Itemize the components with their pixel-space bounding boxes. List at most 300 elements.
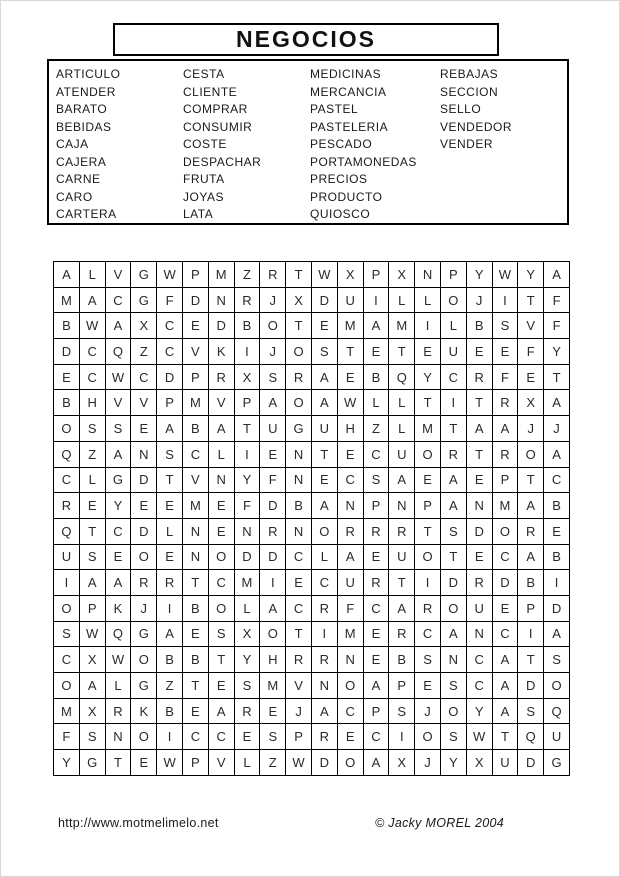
grid-cell: S [260,724,286,750]
grid-cell: E [131,416,157,442]
grid-cell: I [54,570,80,596]
grid-cell: Y [106,493,132,519]
word-item: PASTEL [310,102,359,116]
word-item: REBAJAS [440,67,499,81]
grid-cell: N [286,519,312,545]
grid-cell: M [493,493,519,519]
grid-cell: S [235,673,261,699]
grid-cell: I [364,288,390,314]
grid-cell: X [80,647,106,673]
grid-cell: H [338,416,364,442]
grid-cell: R [467,365,493,391]
grid-cell: F [235,493,261,519]
grid-cell: C [364,442,390,468]
grid-cell: O [131,647,157,673]
grid-cell: J [260,339,286,365]
grid-cell: C [364,596,390,622]
grid-cell: A [493,699,519,725]
grid-cell: T [80,519,106,545]
grid-cell: T [235,416,261,442]
grid-cell: W [157,262,183,288]
grid-cell: D [183,288,209,314]
grid-cell: P [389,673,415,699]
word-search-grid [53,261,570,776]
grid-cell: I [157,596,183,622]
grid-cell: Y [518,262,544,288]
grid-cell: C [157,313,183,339]
word-item: CAJA [56,137,89,151]
grid-cell: R [286,365,312,391]
grid-cell: S [80,416,106,442]
grid-cell: Q [54,442,80,468]
grid-cell: G [131,673,157,699]
grid-cell: O [441,596,467,622]
grid-cell: R [235,699,261,725]
grid-cell: A [544,622,570,648]
grid-cell: L [80,262,106,288]
grid-cell: X [235,365,261,391]
word-item: CAJERA [56,154,107,169]
grid-cell: U [338,288,364,314]
grid-cell: X [131,313,157,339]
grid-cell: U [338,570,364,596]
grid-cell: N [338,493,364,519]
grid-cell: U [441,339,467,365]
grid-cell: W [286,750,312,776]
grid-cell: D [493,570,519,596]
grid-cell: G [544,750,570,776]
word-item: QUIOSCO [310,207,371,221]
word-item: DESPACHAR [183,154,262,169]
grid-cell: U [467,596,493,622]
grid-cell: Q [544,699,570,725]
grid-cell: I [312,622,338,648]
word-item: JOYAS [183,189,224,204]
grid-cell: O [131,724,157,750]
grid-cell: P [183,750,209,776]
grid-cell: L [441,313,467,339]
grid-cell: I [235,442,261,468]
grid-cell: E [338,365,364,391]
grid-cell: L [364,390,390,416]
grid-cell: O [493,519,519,545]
grid-cell: D [54,339,80,365]
grid-cell: A [338,545,364,571]
grid-cell: S [518,699,544,725]
word-column-3 [310,66,440,223]
grid-cell: C [183,724,209,750]
grid-cell: A [441,493,467,519]
grid-cell: T [493,724,519,750]
grid-cell: C [364,724,390,750]
grid-cell: C [544,468,570,494]
grid-cell: H [80,390,106,416]
word-item: COSTE [183,137,227,151]
grid-cell: J [518,416,544,442]
grid-cell: K [131,699,157,725]
grid-cell: U [54,545,80,571]
grid-cell: S [54,622,80,648]
grid-cell: B [518,570,544,596]
grid-cell: R [235,288,261,314]
grid-cell: Y [544,339,570,365]
grid-cell: W [157,750,183,776]
grid-cell: F [544,313,570,339]
grid-cell: I [441,390,467,416]
grid-cell: W [106,365,132,391]
grid-cell: T [518,468,544,494]
grid-cell: P [235,390,261,416]
grid-cell: N [389,493,415,519]
word-list-box [47,59,569,225]
grid-cell: C [467,647,493,673]
grid-cell: R [312,596,338,622]
grid-cell: W [312,262,338,288]
grid-cell: Y [54,750,80,776]
grid-cell: Q [54,519,80,545]
grid-cell: M [338,622,364,648]
grid-cell: O [415,724,441,750]
word-item: PESCADO [310,137,373,151]
grid-cell: O [260,313,286,339]
word-item: CONSUMIR [183,119,253,134]
grid-cell: F [338,596,364,622]
grid-cell: D [312,750,338,776]
grid-cell: C [106,288,132,314]
grid-cell: E [312,313,338,339]
grid-cell: L [389,416,415,442]
grid-cell: T [106,750,132,776]
grid-cell: P [157,390,183,416]
grid-cell: I [415,313,441,339]
grid-cell: R [441,442,467,468]
grid-cell: N [338,647,364,673]
grid-cell: B [183,416,209,442]
grid-cell: L [415,288,441,314]
grid-cell: O [441,288,467,314]
title-box [113,23,499,56]
grid-cell: E [467,545,493,571]
word-column-4 [440,66,560,223]
word-item: MERCANCIA [310,84,387,99]
grid-cell: O [415,442,441,468]
grid-cell: C [209,570,235,596]
grid-cell: C [54,647,80,673]
word-item: BEBIDAS [56,119,112,134]
grid-cell: R [209,365,235,391]
grid-cell: M [235,570,261,596]
grid-cell: S [80,724,106,750]
grid-cell: J [131,596,157,622]
grid-cell: S [80,545,106,571]
grid-cell: L [106,673,132,699]
grid-cell: T [467,442,493,468]
grid-cell: D [209,313,235,339]
grid-cell: Q [518,724,544,750]
grid-cell: U [260,416,286,442]
grid-cell: M [338,313,364,339]
grid-cell: O [286,390,312,416]
grid-cell: E [183,699,209,725]
grid-cell: C [106,519,132,545]
grid-cell: R [415,596,441,622]
grid-cell: A [364,673,390,699]
grid-cell: U [389,545,415,571]
grid-cell: O [518,442,544,468]
grid-cell: R [467,570,493,596]
grid-cell: E [157,545,183,571]
grid-cell: J [467,288,493,314]
grid-cell: R [518,519,544,545]
grid-cell: A [312,365,338,391]
grid-cell: R [493,442,519,468]
word-item: VENDER [440,137,494,151]
grid-cell: E [338,724,364,750]
grid-cell: S [157,442,183,468]
grid-cell: A [209,416,235,442]
grid-cell: N [286,442,312,468]
grid-cell: B [235,313,261,339]
grid-cell: P [364,262,390,288]
grid-cell: L [157,519,183,545]
grid-cell: D [544,596,570,622]
grid-cell: A [54,262,80,288]
grid-cell: O [286,339,312,365]
grid-cell: Z [235,262,261,288]
grid-cell: T [338,339,364,365]
grid-cell: E [235,724,261,750]
grid-cell: R [157,570,183,596]
grid-cell: C [157,339,183,365]
grid-cell: A [80,288,106,314]
grid-cell: V [209,750,235,776]
word-item: PASTELERIA [310,119,389,134]
grid-cell: S [312,339,338,365]
grid-cell: W [338,390,364,416]
grid-cell: M [183,390,209,416]
grid-cell: M [389,313,415,339]
grid-cell: O [415,545,441,571]
word-column-2 [183,66,310,223]
grid-cell: V [183,468,209,494]
word-item: SELLO [440,102,482,116]
grid-cell: E [493,596,519,622]
grid-cell: S [106,416,132,442]
grid-cell: B [364,365,390,391]
grid-cell: F [260,468,286,494]
grid-cell: Z [131,339,157,365]
grid-cell: A [106,442,132,468]
grid-cell: X [518,390,544,416]
grid-cell: W [80,622,106,648]
word-item: MEDICINAS [310,67,382,81]
word-item: LATA [183,207,214,221]
grid-cell: L [235,596,261,622]
grid-cell: J [260,288,286,314]
grid-cell: K [106,596,132,622]
grid-cell: W [106,647,132,673]
grid-cell: S [260,365,286,391]
grid-cell: V [106,262,132,288]
grid-cell: A [518,545,544,571]
grid-cell: A [260,390,286,416]
grid-cell: G [80,750,106,776]
grid-cell: M [260,673,286,699]
grid-cell: D [260,493,286,519]
grid-cell: R [312,647,338,673]
grid-cell: E [80,493,106,519]
grid-cell: B [389,647,415,673]
grid-cell: Y [235,647,261,673]
grid-cell: G [131,288,157,314]
grid-cell: A [493,416,519,442]
grid-cell: C [209,724,235,750]
grid-cell: C [467,673,493,699]
grid-cell: S [441,724,467,750]
grid-cell: S [441,673,467,699]
grid-cell: V [209,390,235,416]
grid-cell: J [286,699,312,725]
word-item: CESTA [183,67,225,81]
grid-cell: R [260,262,286,288]
grid-cell: T [518,288,544,314]
grid-cell: L [80,468,106,494]
grid-cell: A [544,442,570,468]
word-item: CARNE [56,172,101,186]
grid-cell: T [157,468,183,494]
grid-cell: Y [415,365,441,391]
grid-cell: N [209,468,235,494]
grid-cell: U [312,416,338,442]
grid-cell: D [131,468,157,494]
grid-cell: S [389,699,415,725]
grid-cell: F [493,365,519,391]
grid-cell: I [544,570,570,596]
grid-cell: R [493,390,519,416]
grid-cell: E [54,365,80,391]
grid-cell: O [54,673,80,699]
grid-cell: Q [389,365,415,391]
grid-cell: P [183,262,209,288]
grid-cell: E [209,493,235,519]
grid-cell: V [106,390,132,416]
grid-cell: U [544,724,570,750]
grid-cell: T [183,570,209,596]
grid-cell: L [235,750,261,776]
grid-cell: E [467,339,493,365]
grid-cell: K [209,339,235,365]
grid-cell: N [183,519,209,545]
grid-cell: A [389,596,415,622]
grid-cell: P [441,262,467,288]
grid-cell: R [389,519,415,545]
grid-cell: E [209,673,235,699]
grid-cell: Y [441,750,467,776]
grid-cell: C [338,468,364,494]
grid-cell: T [518,647,544,673]
grid-cell: A [106,313,132,339]
grid-cell: N [312,673,338,699]
grid-cell: A [209,699,235,725]
grid-cell: A [364,750,390,776]
grid-cell: B [157,647,183,673]
grid-cell: G [286,416,312,442]
grid-cell: O [131,545,157,571]
grid-cell: Z [157,673,183,699]
grid-cell: B [183,647,209,673]
word-item: COMPRAR [183,102,248,116]
grid-cell: O [54,596,80,622]
grid-cell: C [493,622,519,648]
grid-cell: C [80,365,106,391]
grid-cell: E [260,699,286,725]
grid-cell: V [286,673,312,699]
grid-cell: J [415,750,441,776]
grid-cell: T [441,416,467,442]
grid-cell: N [183,545,209,571]
grid-cell: N [131,442,157,468]
grid-cell: T [286,622,312,648]
footer-url: http://www.motmelimelo.net [58,816,219,830]
grid-cell: E [364,545,390,571]
grid-cell: D [235,545,261,571]
grid-cell: F [544,288,570,314]
grid-cell: R [338,519,364,545]
grid-cell: T [544,365,570,391]
grid-cell: A [441,468,467,494]
grid-cell: O [338,673,364,699]
grid-cell: Y [467,262,493,288]
grid-cell: Q [106,339,132,365]
grid-cell: B [286,493,312,519]
grid-cell: D [260,545,286,571]
grid-cell: L [389,390,415,416]
grid-cell: I [518,622,544,648]
grid-cell: C [415,622,441,648]
word-item: VENDEDOR [440,119,513,134]
grid-cell: M [415,416,441,442]
grid-cell: J [544,416,570,442]
grid-cell: W [493,262,519,288]
word-item: PORTAMONEDAS [310,154,417,169]
grid-cell: G [106,468,132,494]
grid-cell: P [493,468,519,494]
grid-cell: I [235,339,261,365]
grid-cell: A [493,647,519,673]
word-item: CLIENTE [183,84,238,99]
grid-cell: X [389,262,415,288]
grid-cell: A [441,622,467,648]
word-item: CARTERA [56,207,117,221]
grid-cell: R [54,493,80,519]
grid-cell: R [364,570,390,596]
grid-cell: R [312,724,338,750]
grid-cell: C [286,596,312,622]
grid-cell: D [131,519,157,545]
grid-cell: S [364,468,390,494]
grid-cell: V [183,339,209,365]
grid-cell: B [54,390,80,416]
grid-cell: Z [260,750,286,776]
grid-cell: A [544,262,570,288]
grid-cell: X [235,622,261,648]
grid-cell: T [286,313,312,339]
grid-cell: Z [364,416,390,442]
grid-cell: E [467,468,493,494]
grid-cell: M [183,493,209,519]
grid-cell: N [286,468,312,494]
grid-cell: E [544,519,570,545]
